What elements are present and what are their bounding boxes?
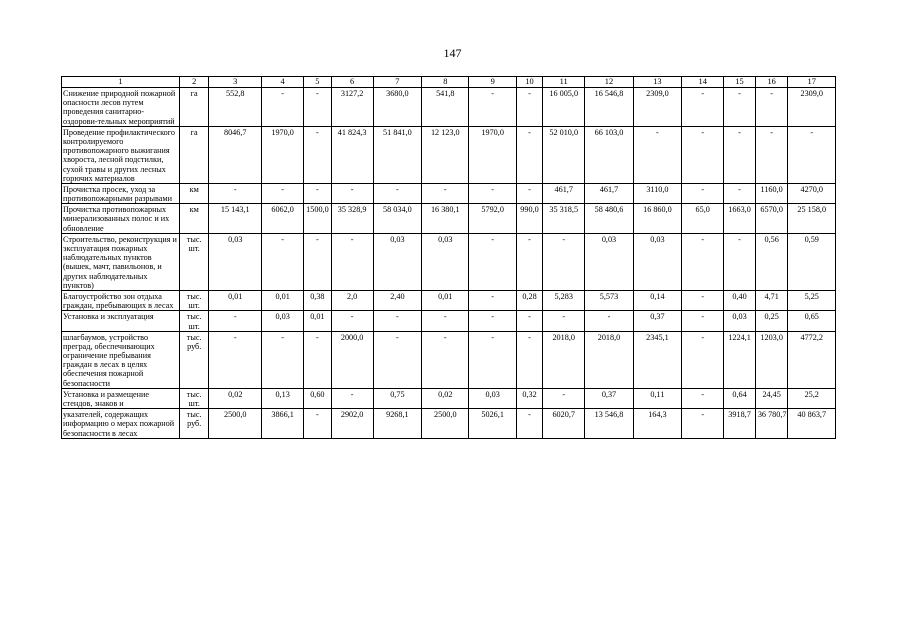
row-name-cell: Благоустройство зон отдыха граждан, пребывающих в лесах xyxy=(62,290,180,310)
value-cell: 1160,0 xyxy=(755,183,788,203)
table-row xyxy=(62,290,836,310)
unit-cell: тыс. шт. xyxy=(179,233,208,290)
column-header: 4 xyxy=(262,77,304,88)
value-cell: - xyxy=(304,409,331,439)
column-header: 9 xyxy=(469,77,516,88)
value-cell: - xyxy=(331,388,373,408)
value-cell: - xyxy=(516,331,542,388)
row-name-cell: Установка и эксплуатация xyxy=(62,311,180,331)
value-cell: - xyxy=(682,311,724,331)
value-cell: 0,60 xyxy=(304,388,331,408)
value-cell: 6062,0 xyxy=(262,204,304,234)
value-cell: 2,40 xyxy=(373,290,421,310)
row-name-cell: Прочистка просек, уход за противопожарными разрывами xyxy=(62,183,180,203)
value-cell: - xyxy=(516,233,542,290)
value-cell: 1663,0 xyxy=(724,204,756,234)
value-cell: 0,03 xyxy=(373,233,421,290)
value-cell: 24,45 xyxy=(755,388,788,408)
value-cell: 15 143,1 xyxy=(209,204,262,234)
value-cell: 13 546,8 xyxy=(585,409,633,439)
column-header: 17 xyxy=(788,77,836,88)
column-header: 7 xyxy=(373,77,421,88)
value-cell: 2345,1 xyxy=(633,331,681,388)
value-cell: 2500,0 xyxy=(422,409,469,439)
value-cell: - xyxy=(304,88,331,127)
unit-cell: га xyxy=(179,126,208,183)
value-cell: - xyxy=(788,126,836,183)
value-cell: 0,65 xyxy=(788,311,836,331)
table-row xyxy=(62,88,836,127)
value-cell: 12 123,0 xyxy=(422,126,469,183)
value-cell: 35 318,5 xyxy=(543,204,585,234)
value-cell: - xyxy=(262,233,304,290)
value-cell: 2018,0 xyxy=(543,331,585,388)
value-cell: 2018,0 xyxy=(585,331,633,388)
column-header: 1 xyxy=(62,77,180,88)
value-cell: 1970,0 xyxy=(262,126,304,183)
value-cell: 0,03 xyxy=(262,311,304,331)
value-cell: 0,13 xyxy=(262,388,304,408)
value-cell: 461,7 xyxy=(585,183,633,203)
column-header: 10 xyxy=(516,77,542,88)
row-name-cell: Прочистка противопожарных минерализованных полос и их обновление xyxy=(62,204,180,234)
value-cell: 0,03 xyxy=(422,233,469,290)
column-header: 15 xyxy=(724,77,756,88)
value-cell: - xyxy=(682,409,724,439)
value-cell: 6570,0 xyxy=(755,204,788,234)
value-cell: - xyxy=(373,183,421,203)
value-cell: 51 841,0 xyxy=(373,126,421,183)
value-cell: 541,8 xyxy=(422,88,469,127)
value-cell: 0,75 xyxy=(373,388,421,408)
value-cell: 8046,7 xyxy=(209,126,262,183)
value-cell: 3680,0 xyxy=(373,88,421,127)
unit-cell: тыс. руб. xyxy=(179,331,208,388)
column-header: 14 xyxy=(682,77,724,88)
value-cell: 0,03 xyxy=(209,233,262,290)
value-cell: - xyxy=(682,290,724,310)
value-cell: 0,37 xyxy=(585,388,633,408)
value-cell: 25 158,0 xyxy=(788,204,836,234)
value-cell: 5,573 xyxy=(585,290,633,310)
value-cell: 3127,2 xyxy=(331,88,373,127)
value-cell: 0,03 xyxy=(724,311,756,331)
value-cell: 3866,1 xyxy=(262,409,304,439)
value-cell: - xyxy=(373,331,421,388)
value-cell: 5,25 xyxy=(788,290,836,310)
column-header: 3 xyxy=(209,77,262,88)
value-cell: 0,32 xyxy=(516,388,542,408)
value-cell: 1500,0 xyxy=(304,204,331,234)
value-cell: 2500,0 xyxy=(209,409,262,439)
value-cell: 2000,0 xyxy=(331,331,373,388)
unit-cell: га xyxy=(179,88,208,127)
value-cell: 40 863,7 xyxy=(788,409,836,439)
table-row xyxy=(62,311,836,331)
row-name-cell: Строительство, реконструкция и эксплуатация пожарных наблюдательных пунктов (вышек, мачт, павильонов, и других наблюдательных пунктов) xyxy=(62,233,180,290)
value-cell: 58 480,6 xyxy=(585,204,633,234)
table-row xyxy=(62,204,836,234)
row-name-cell: шлагбаумов, устройство преград, обеспечивающих ограничение пребывания граждан в лесах в целях обеспечения пожарной безопасности xyxy=(62,331,180,388)
value-cell: 4270,0 xyxy=(788,183,836,203)
value-cell: 0,25 xyxy=(755,311,788,331)
value-cell: - xyxy=(516,88,542,127)
value-cell: 2309,0 xyxy=(788,88,836,127)
value-cell: 0,01 xyxy=(262,290,304,310)
data-table xyxy=(61,76,836,439)
value-cell: 4,71 xyxy=(755,290,788,310)
value-cell: 65,0 xyxy=(682,204,724,234)
value-cell: 2,0 xyxy=(331,290,373,310)
value-cell: 1203,0 xyxy=(755,331,788,388)
table-row xyxy=(62,409,836,439)
value-cell: - xyxy=(469,331,516,388)
unit-cell: тыс. руб. xyxy=(179,409,208,439)
value-cell: - xyxy=(262,183,304,203)
value-cell: 25,2 xyxy=(788,388,836,408)
value-cell: 41 824,3 xyxy=(331,126,373,183)
table-row xyxy=(62,331,836,388)
unit-cell: тыс. шт. xyxy=(179,311,208,331)
value-cell: 16 005,0 xyxy=(543,88,585,127)
value-cell: 9268,1 xyxy=(373,409,421,439)
value-cell: - xyxy=(331,233,373,290)
value-cell: - xyxy=(724,233,756,290)
unit-cell: тыс. шт. xyxy=(179,290,208,310)
value-cell: - xyxy=(469,290,516,310)
value-cell: - xyxy=(469,88,516,127)
row-name-cell: Установка и размещение стендов, знаков и xyxy=(62,388,180,408)
value-cell: - xyxy=(262,88,304,127)
unit-cell: км xyxy=(179,204,208,234)
value-cell: 0,02 xyxy=(209,388,262,408)
value-cell: 16 546,8 xyxy=(585,88,633,127)
value-cell: 66 103,0 xyxy=(585,126,633,183)
value-cell: 0,64 xyxy=(724,388,756,408)
value-cell: 0,11 xyxy=(633,388,681,408)
value-cell: - xyxy=(682,88,724,127)
value-cell: 5,283 xyxy=(543,290,585,310)
value-cell: 52 010,0 xyxy=(543,126,585,183)
row-name-cell: указателей, содержащих информацию о мерах пожарной безопасности в лесах xyxy=(62,409,180,439)
value-cell: 5792,0 xyxy=(469,204,516,234)
value-cell: 1970,0 xyxy=(469,126,516,183)
column-header: 5 xyxy=(304,77,331,88)
table-row xyxy=(62,126,836,183)
row-name-cell: Проведение профилактического контролируемого противопожарного выжигания хвороста, лесной подстилки, сухой травы и других лесных горючих материалов xyxy=(62,126,180,183)
value-cell: - xyxy=(331,183,373,203)
value-cell: 0,03 xyxy=(633,233,681,290)
value-cell: - xyxy=(543,233,585,290)
table-row xyxy=(62,388,836,408)
value-cell: - xyxy=(422,183,469,203)
value-cell: - xyxy=(209,331,262,388)
value-cell: 461,7 xyxy=(543,183,585,203)
row-name-cell: Снижение природной пожарной опасности лесов путем проведения санитарно-оздорови-тельных мероприятий xyxy=(62,88,180,127)
value-cell: 16 860,0 xyxy=(633,204,681,234)
value-cell: 0,28 xyxy=(516,290,542,310)
value-cell: 36 780,7 xyxy=(755,409,788,439)
value-cell: - xyxy=(585,311,633,331)
column-header: 8 xyxy=(422,77,469,88)
value-cell: 3918,7 xyxy=(724,409,756,439)
value-cell: - xyxy=(724,183,756,203)
value-cell: - xyxy=(469,183,516,203)
value-cell: 990,0 xyxy=(516,204,542,234)
value-cell: 5026,1 xyxy=(469,409,516,439)
value-cell: 35 328,9 xyxy=(331,204,373,234)
value-cell: - xyxy=(469,311,516,331)
value-cell: - xyxy=(304,233,331,290)
page-number: 147 xyxy=(443,46,462,60)
value-cell: 3110,0 xyxy=(633,183,681,203)
value-cell: - xyxy=(209,311,262,331)
value-cell: 0,01 xyxy=(304,311,331,331)
value-cell: - xyxy=(373,311,421,331)
value-cell: - xyxy=(262,331,304,388)
value-cell: 58 034,0 xyxy=(373,204,421,234)
value-cell: - xyxy=(633,126,681,183)
value-cell: - xyxy=(331,311,373,331)
value-cell: - xyxy=(516,409,542,439)
header-row xyxy=(62,77,836,88)
value-cell: 1224,1 xyxy=(724,331,756,388)
value-cell: 552,8 xyxy=(209,88,262,127)
value-cell: 0,56 xyxy=(755,233,788,290)
value-cell: 6020,7 xyxy=(543,409,585,439)
unit-cell: тыс. шт. xyxy=(179,388,208,408)
value-cell: 2309,0 xyxy=(633,88,681,127)
value-cell: - xyxy=(682,233,724,290)
value-cell: - xyxy=(682,183,724,203)
value-cell: 4772,2 xyxy=(788,331,836,388)
value-cell: 0,38 xyxy=(304,290,331,310)
value-cell: 0,03 xyxy=(469,388,516,408)
value-cell: - xyxy=(516,311,542,331)
table-body xyxy=(62,77,836,439)
table-row xyxy=(62,183,836,203)
value-cell: 2902,0 xyxy=(331,409,373,439)
column-header: 12 xyxy=(585,77,633,88)
value-cell: - xyxy=(682,331,724,388)
value-cell: 0,01 xyxy=(422,290,469,310)
value-cell: 0,40 xyxy=(724,290,756,310)
value-cell: - xyxy=(682,126,724,183)
value-cell: - xyxy=(469,233,516,290)
value-cell: - xyxy=(304,183,331,203)
value-cell: 0,59 xyxy=(788,233,836,290)
table-row xyxy=(62,233,836,290)
value-cell: 164,3 xyxy=(633,409,681,439)
column-header: 6 xyxy=(331,77,373,88)
value-cell: 0,02 xyxy=(422,388,469,408)
value-cell: 16 380,1 xyxy=(422,204,469,234)
column-header: 2 xyxy=(179,77,208,88)
column-header: 13 xyxy=(633,77,681,88)
value-cell: - xyxy=(543,388,585,408)
unit-cell: км xyxy=(179,183,208,203)
value-cell: - xyxy=(543,311,585,331)
value-cell: 0,37 xyxy=(633,311,681,331)
value-cell: 0,14 xyxy=(633,290,681,310)
column-header: 16 xyxy=(755,77,788,88)
value-cell: - xyxy=(516,126,542,183)
value-cell: 0,01 xyxy=(209,290,262,310)
value-cell: - xyxy=(755,126,788,183)
value-cell: - xyxy=(304,331,331,388)
value-cell: - xyxy=(209,183,262,203)
value-cell: 0,03 xyxy=(585,233,633,290)
value-cell: - xyxy=(422,331,469,388)
value-cell: - xyxy=(755,88,788,127)
value-cell: - xyxy=(724,126,756,183)
value-cell: - xyxy=(422,311,469,331)
value-cell: - xyxy=(304,126,331,183)
value-cell: - xyxy=(516,183,542,203)
value-cell: - xyxy=(724,88,756,127)
value-cell: - xyxy=(682,388,724,408)
column-header: 11 xyxy=(543,77,585,88)
